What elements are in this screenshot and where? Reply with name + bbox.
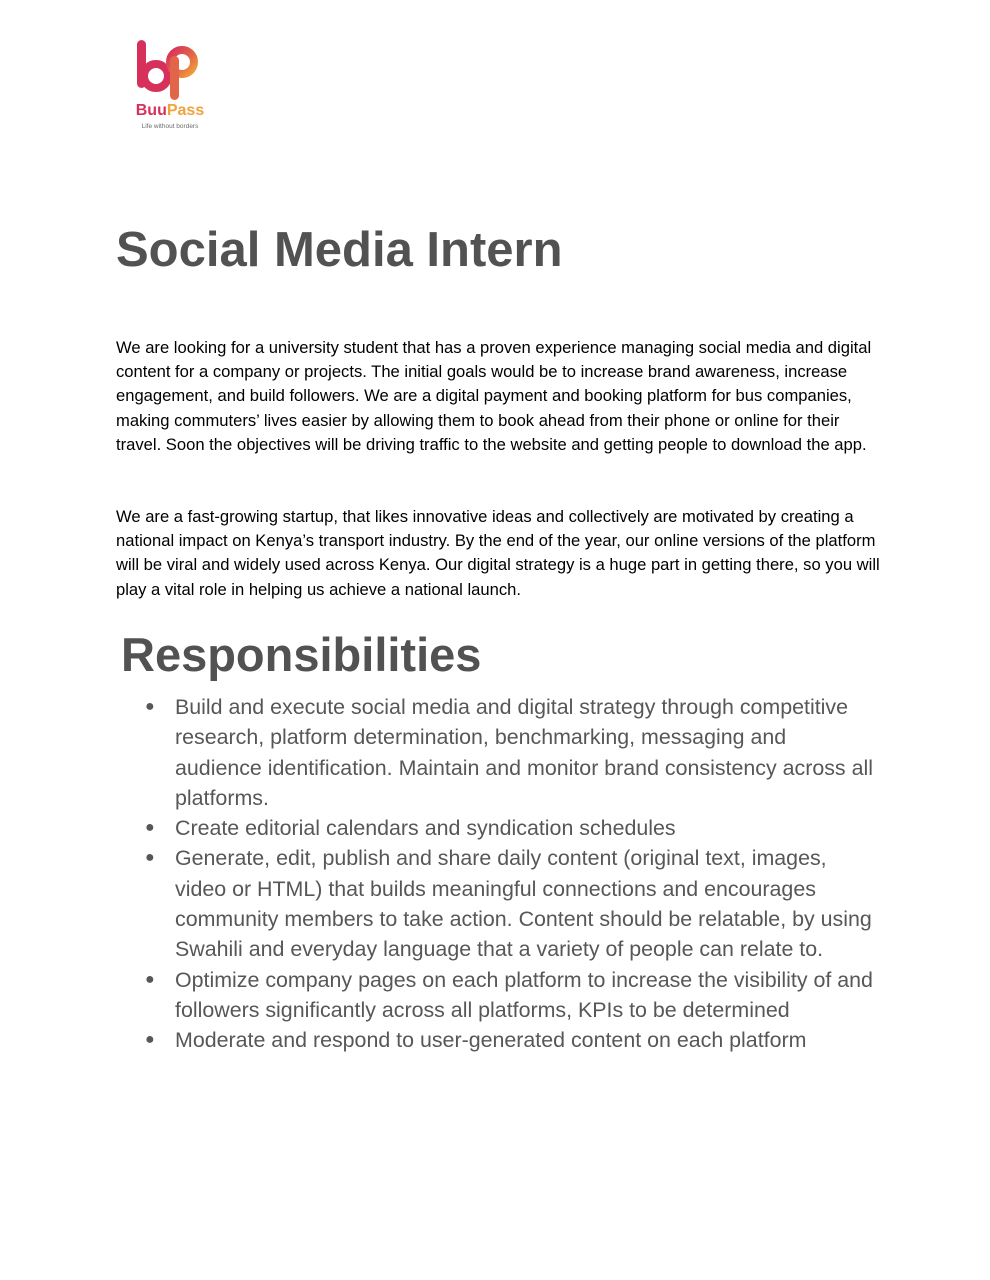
bullet-icon: ● bbox=[145, 819, 155, 837]
company-paragraph: We are a fast-growing startup, that likes innovative ideas and collectively are motivated by creating a national impact on Kenya’s transport industry. By the end of the year, our online versions of the platform will be viral and widely used across Kenya. Our digital strategy is a huge part in getting there, so you will play a vital role in helping us achieve a national launch. bbox=[116, 507, 880, 599]
list-item-text: Optimize company pages on each platform to increase the visibility of and followers significantly across all platforms, KPIs to be determined bbox=[175, 967, 873, 1022]
list-item bbox=[145, 843, 875, 964]
list-item-text: Generate, edit, publish and share daily content (original text, images, video or HTML) that builds meaningful connections and encourages community members to take action. Content should be relatable, by using Swahili and everyday language that a variety of people can relate to. bbox=[175, 846, 872, 962]
list-item-text: Create editorial calendars and syndication schedules bbox=[175, 816, 676, 841]
list-item-text: Moderate and respond to user-generated content on each platform bbox=[175, 1028, 807, 1053]
list-item bbox=[145, 965, 875, 1026]
logo-tagline: Life without borders bbox=[141, 123, 199, 130]
buupass-logo bbox=[132, 38, 208, 138]
list-item bbox=[145, 813, 875, 843]
responsibilities-heading: Responsibilities bbox=[121, 628, 482, 681]
list-item bbox=[145, 692, 875, 813]
logo-wordmark bbox=[132, 102, 208, 120]
page-title: Social Media Intern bbox=[116, 223, 563, 277]
intro-paragraph: We are looking for a university student that has a proven experience managing social media and digital content for a company or projects. The initial goals would be to increase brand awareness, increase engagement, and build followers. We are a digital payment and booking platform for bus companies, making commuters’ lives easier by allowing them to book ahead from their phone or online for their travel. Soon the objectives will be driving traffic to the website and getting people to download the app. bbox=[116, 338, 872, 454]
logo-word-buu: Buu bbox=[135, 102, 167, 119]
bullet-icon: ● bbox=[145, 1031, 155, 1049]
logo-word-pass: Pass bbox=[166, 102, 205, 119]
responsibilities-list bbox=[145, 692, 875, 1056]
list-item bbox=[145, 1025, 875, 1055]
bullet-icon: ● bbox=[145, 698, 155, 715]
list-item-text: Build and execute social media and digital strategy through competitive research, platform determination, benchmarking, messaging and audience identification. Maintain and monitor brand consistency across all platforms. bbox=[175, 695, 873, 810]
bullet-icon: ● bbox=[145, 970, 155, 988]
buupass-logo-mark-icon bbox=[132, 38, 208, 102]
bullet-icon: ● bbox=[145, 849, 155, 867]
